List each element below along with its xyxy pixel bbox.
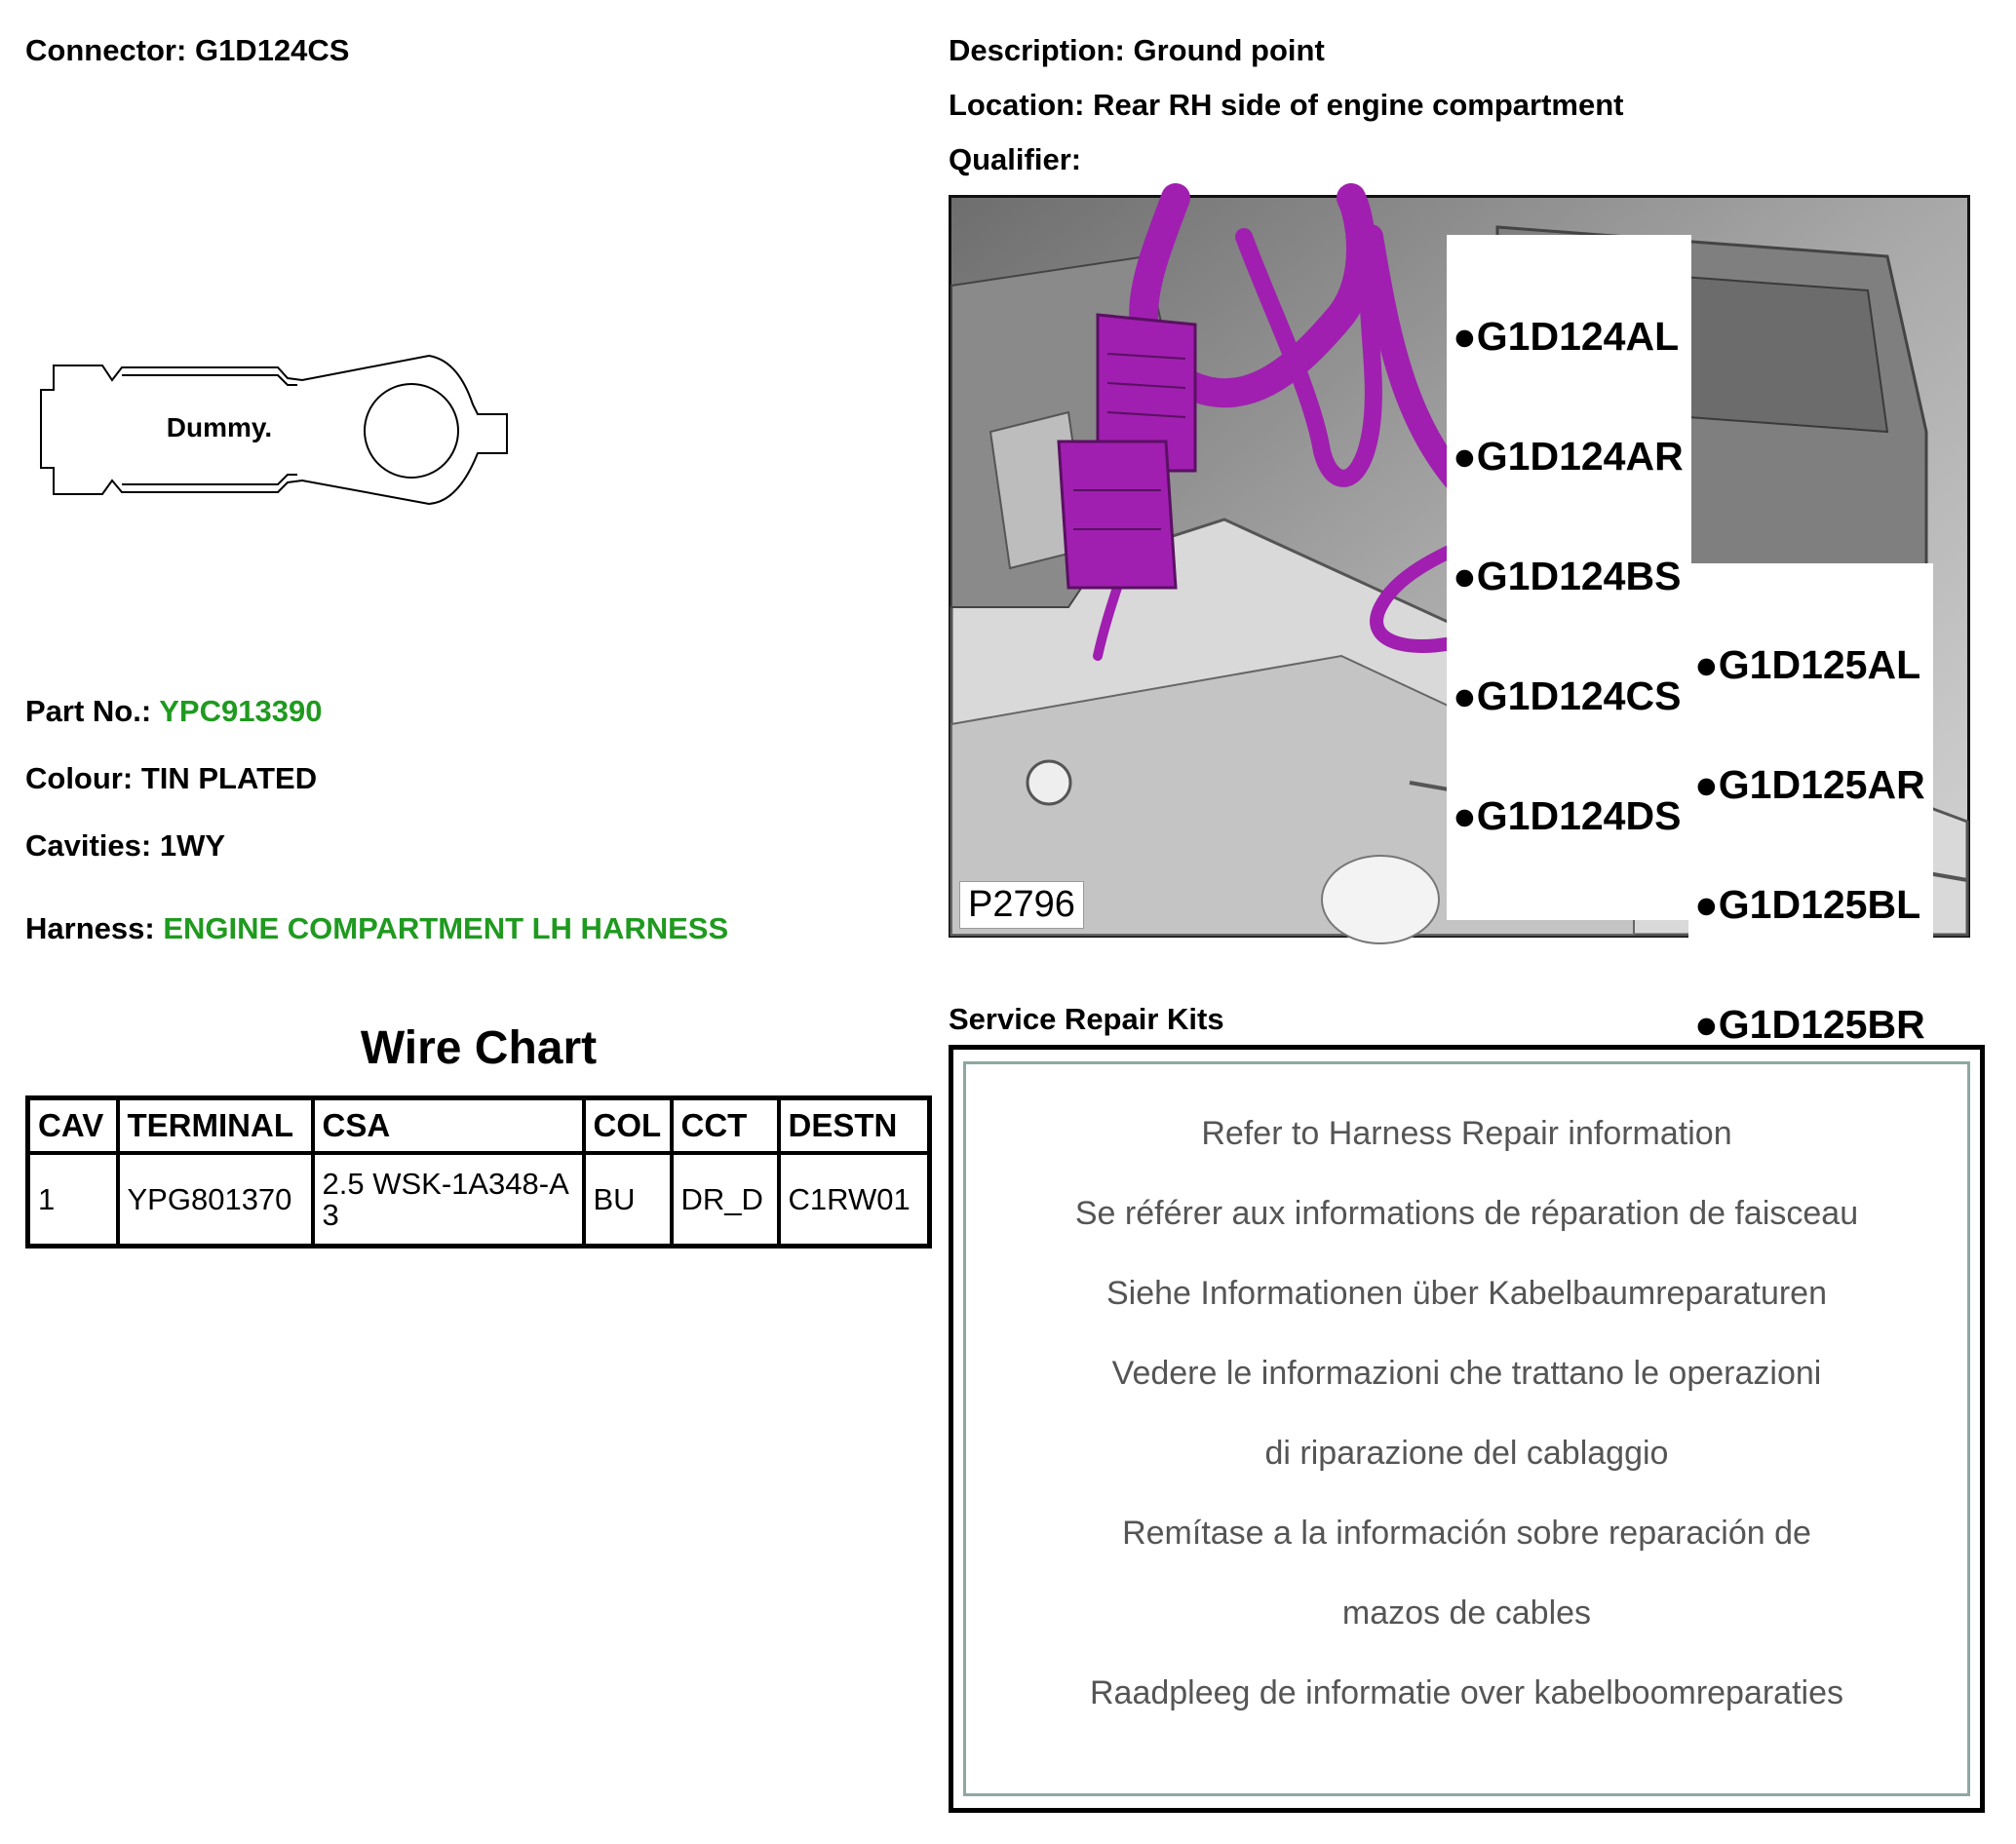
photo-code: P2796: [959, 881, 1084, 929]
location-line: [949, 88, 1623, 123]
part-no-label: Part No.:: [25, 694, 152, 728]
colour-value: TIN PLATED: [140, 761, 318, 795]
cell-cav: 1: [28, 1153, 118, 1247]
photo-label-top: ●G1D124BS: [1453, 554, 1682, 598]
kit-line: Raadpleeg de informatie over kabelboomreparaties: [1089, 1674, 1844, 1711]
cavities-line: [25, 828, 225, 864]
connector-label: Connector:: [25, 33, 187, 67]
kit-line: Refer to Harness Repair information: [1201, 1115, 1732, 1152]
harness-link[interactable]: ENGINE COMPARTMENT LH HARNESS: [163, 911, 729, 945]
connector-labels-right: [1688, 563, 1933, 1129]
ring-terminal-drawing: [29, 346, 517, 512]
cell-col: BU: [584, 1153, 672, 1247]
description-label: Description:: [949, 33, 1125, 67]
photo-label-right: ●G1D125AR: [1694, 762, 1925, 807]
service-kits-panel: [949, 1045, 1985, 1813]
qualifier-line: [949, 142, 1081, 177]
part-no-link[interactable]: YPC913390: [159, 694, 323, 728]
header-destn: DESTN: [779, 1098, 930, 1154]
wire-chart-header-row: [28, 1098, 930, 1154]
kit-line: di riparazione del cablaggio: [1264, 1435, 1669, 1472]
bullet-icon: ●: [1453, 673, 1477, 718]
photo-label-right: ●G1D125AL: [1694, 642, 1921, 687]
bullet-icon: ●: [1453, 434, 1477, 479]
harness-label: Harness:: [25, 911, 155, 945]
header-cav: CAV: [28, 1098, 118, 1154]
photo-label-top: ●G1D124AR: [1453, 434, 1684, 479]
terminal-drawing-text: Dummy.: [166, 412, 273, 442]
kit-line: Remítase a la información sobre reparación de: [1122, 1515, 1811, 1552]
cell-cct: DR_D: [672, 1153, 779, 1247]
bullet-icon: ●: [1694, 882, 1719, 927]
connector-labels-top: [1447, 235, 1691, 920]
bullet-icon: ●: [1453, 554, 1477, 598]
wire-chart-table: [25, 1095, 932, 1249]
photo-label-top: ●G1D124CS: [1453, 673, 1682, 718]
location-value: Rear RH side of engine compartment: [1093, 88, 1624, 122]
header-cct: CCT: [672, 1098, 779, 1154]
wire-chart-title: Wire Chart: [360, 1022, 598, 1074]
connector-line: [25, 33, 349, 68]
colour-line: [25, 761, 317, 796]
bullet-icon: ●: [1694, 762, 1719, 807]
bullet-icon: ●: [1694, 642, 1719, 687]
photo-label-top: ●G1D124AL: [1453, 314, 1680, 359]
kit-line: Se référer aux informations de réparation de faisceau: [1074, 1195, 1859, 1232]
kit-line: mazos de cables: [1341, 1594, 1592, 1632]
qualifier-label: Qualifier:: [949, 142, 1082, 176]
service-kits-title: Service Repair Kits: [949, 1002, 1224, 1036]
connector-value: G1D124CS: [194, 33, 350, 67]
harness-line: [25, 911, 728, 946]
header-terminal: TERMINAL: [118, 1098, 313, 1154]
bullet-icon: ●: [1453, 314, 1477, 359]
header-csa: CSA: [313, 1098, 584, 1154]
description-value: Ground point: [1133, 33, 1325, 67]
photo-label-top: ●G1D124DS: [1453, 793, 1682, 838]
cell-destn: C1RW01: [779, 1153, 930, 1247]
header-col: COL: [584, 1098, 672, 1154]
bullet-icon: ●: [1694, 1002, 1719, 1047]
photo-label-right: ●G1D125BL: [1694, 882, 1921, 927]
cavities-label: Cavities:: [25, 828, 152, 863]
location-label: Location:: [949, 88, 1085, 122]
colour-label: Colour:: [25, 761, 134, 795]
description-line: [949, 33, 1325, 68]
kit-line: Vedere le informazioni che trattano le operazioni: [1111, 1355, 1822, 1392]
cavities-value: 1WY: [159, 828, 226, 863]
kit-line: Siehe Informationen über Kabelbaumreparaturen: [1105, 1275, 1828, 1312]
bullet-icon: ●: [1453, 793, 1477, 838]
cell-csa: 2.5 WSK-1A348-A3: [313, 1153, 584, 1247]
cell-terminal: YPG801370: [118, 1153, 313, 1247]
service-kits-inner: [963, 1061, 1970, 1796]
photo-label-right: ●G1D125BR: [1694, 1002, 1925, 1047]
table-row: [28, 1153, 930, 1247]
part-no-line: [25, 694, 322, 729]
